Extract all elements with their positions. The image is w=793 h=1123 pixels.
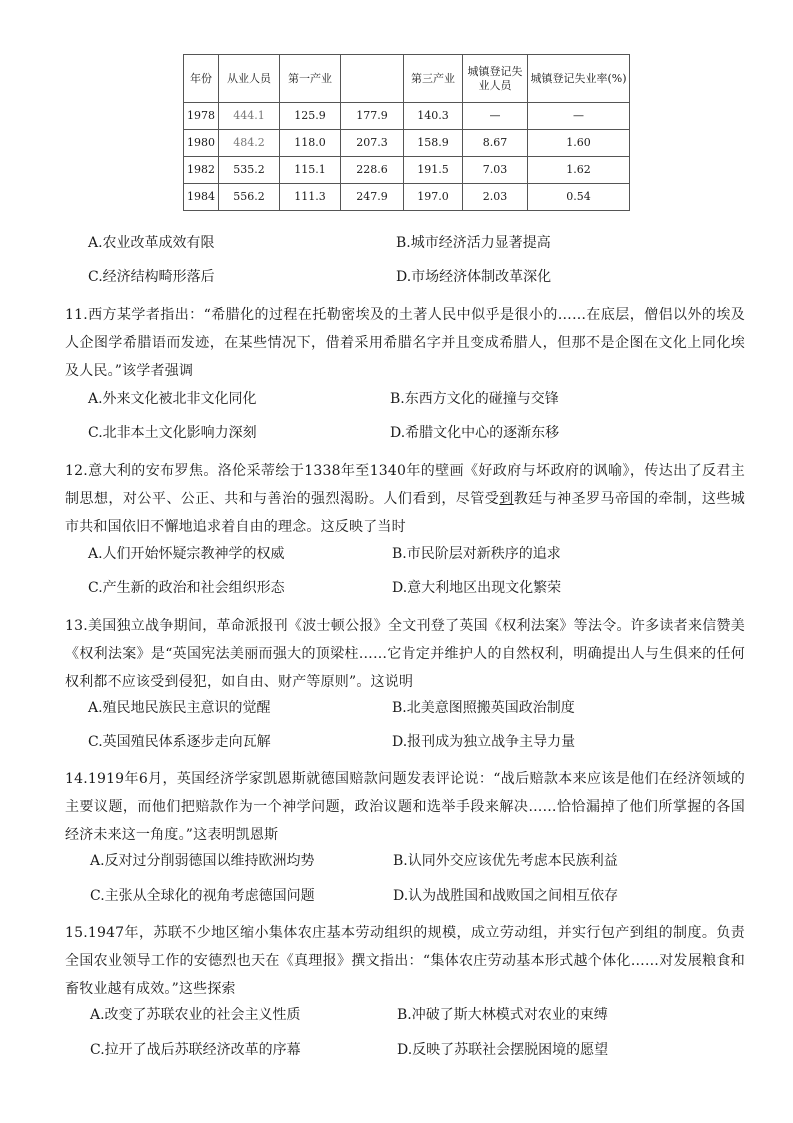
- table-cell: 115.1: [280, 157, 341, 184]
- table-cell: 444.1: [219, 103, 280, 130]
- q11-stem: 11.西方某学者指出：“希腊化的过程在托勒密埃及的土著人民中似乎是很小的……在底层，僧侣以外的埃及人企图学希腊语而发迹，在某些情况下，借着采用希腊名字并且变成希腊人，但那不是企图在文化上同化埃及人民。”该学者强调: [65, 307, 745, 379]
- table-cell: 118.0: [280, 130, 341, 157]
- q12-option-b: B.市民阶层对新秩序的追求: [392, 546, 561, 562]
- table-cell: 228.6: [341, 157, 404, 184]
- table-row: [184, 157, 630, 184]
- q11-option-d: D.希腊文化中心的逐渐东移: [390, 425, 560, 441]
- q14-option-c: C.主张从全球化的视角考虑德国问题: [90, 888, 315, 904]
- q15-option-a: A.改变了苏联农业的社会主义性质: [90, 1007, 301, 1023]
- q10-option-d: D.市场经济体制改革深化: [396, 269, 552, 285]
- q14-option-a: A.反对过分削弱德国以维持欧洲均势: [90, 853, 315, 869]
- q12-option-a: A.人们开始怀疑宗教神学的权威: [88, 546, 285, 562]
- table-cell: 1.60: [528, 130, 630, 157]
- q10-option-a: A.农业改革成效有限: [88, 235, 215, 251]
- table-cell: 1982: [184, 157, 219, 184]
- table-row: [184, 103, 630, 130]
- header-unemployed: 城镇登记失业人员: [463, 55, 528, 103]
- q11-option-c: C.北非本土文化影响力深刻: [88, 425, 257, 441]
- table-cell: 7.03: [463, 157, 528, 184]
- table-header-row: [184, 55, 630, 103]
- header-tertiary: 第三产业: [404, 55, 463, 103]
- header-unemployment-rate: 城镇登记失业率(%): [528, 55, 630, 103]
- table-cell: 1980: [184, 130, 219, 157]
- q12-stem-text: 12.意大利的安布罗焦。洛伦采蒂绘于1338年至1340年的壁画《好政府与坏政府的讽喻》，传达出了反君主制思想，对公平、公正、共和与善治的强烈渴盼。人们看到，尽管受: [65, 463, 745, 507]
- table-row: [184, 130, 630, 157]
- table-cell: 2.03: [463, 184, 528, 211]
- q12-option-c: C.产生新的政治和社会组织形态: [88, 580, 285, 596]
- q11-option-b: B.东西方文化的碰撞与交锋: [390, 391, 559, 407]
- q11-option-a: A.外来文化被北非文化同化: [88, 391, 257, 407]
- q10-option-c: C.经济结构畸形落后: [88, 269, 215, 285]
- q15-option-d: D.反映了苏联社会摆脱困境的愿望: [397, 1042, 609, 1058]
- q12-stem-underlined: 到: [499, 491, 514, 507]
- q10-option-b: B.城市经济活力显著提高: [396, 235, 551, 251]
- q15-option-b: B.冲破了斯大林模式对农业的束缚: [397, 1007, 608, 1023]
- header-year: 年份: [184, 55, 219, 103]
- table-cell: 1984: [184, 184, 219, 211]
- q15-stem: 15.1947年，苏联不少地区缩小集体农庄基本劳动组织的规模，成立劳动组，并实行包产到组的制度。负责全国农业领导工作的安德烈也天在《真理报》撰文指出：“集体农庄劳动基本形式越个体化……对发展粮食和畜牧业越有成效。”这些探索: [65, 925, 745, 997]
- table-cell: 8.67: [463, 130, 528, 157]
- table-cell: 0.54: [528, 184, 630, 211]
- table-cell: 1978: [184, 103, 219, 130]
- q12-stem-text-2: 教廷与神圣罗马帝国的牵制，这些城市共和国依旧不懈地追求着自由的理念。这反映了当时: [65, 491, 746, 535]
- q14-option-d: D.认为战胜国和战败国之间相互依存: [393, 888, 619, 904]
- header-blank: [341, 55, 404, 103]
- table-cell: —: [528, 103, 630, 130]
- table-cell: 247.9: [341, 184, 404, 211]
- header-primary: 第一产业: [280, 55, 341, 103]
- table-cell: 484.2: [219, 130, 280, 157]
- table-cell: 1.62: [528, 157, 630, 184]
- table-cell: 197.0: [404, 184, 463, 211]
- employment-table: [183, 54, 630, 211]
- q12-stem: [65, 457, 745, 541]
- q13-option-b: B.北美意图照搬英国政治制度: [392, 700, 575, 716]
- q14-stem: 14.1919年6月，英国经济学家凯恩斯就德国赔款问题发表评论说：“战后赔款本来应该是他们在经济领域的主要议题，而他们把赔款作为一个神学问题，政治议题和选举手段来解决……恰恰漏掉了他们所掌握的各国经济未来这一角度。”这表明凯恩斯: [65, 771, 745, 843]
- header-employed: 从业人员: [219, 55, 280, 103]
- q13-option-d: D.报刊成为独立战争主导力量: [392, 734, 576, 750]
- table-cell: 535.2: [219, 157, 280, 184]
- table-cell: 191.5: [404, 157, 463, 184]
- table-cell: 140.3: [404, 103, 463, 130]
- q13-stem: 13.美国独立战争期间，革命派报刊《波士顿公报》全文刊登了英国《权利法案》等法令。许多读者来信赞美《权利法案》是“英国宪法美丽而强大的顶梁柱……它肯定并维护人的自然权利，明确提出人与生俱来的任何权利都不应该受到侵犯，如自由、财产等原则”。这说明: [65, 618, 745, 690]
- table-cell: 125.9: [280, 103, 341, 130]
- table-row: [184, 184, 630, 211]
- table-cell: 556.2: [219, 184, 280, 211]
- table-cell: —: [463, 103, 528, 130]
- q15-option-c: C.拉开了战后苏联经济改革的序幕: [90, 1042, 301, 1058]
- q13-option-a: A.殖民地民族民主意识的觉醒: [88, 700, 271, 716]
- table-cell: 177.9: [341, 103, 404, 130]
- table-cell: 111.3: [280, 184, 341, 211]
- table-cell: 158.9: [404, 130, 463, 157]
- table-cell: 207.3: [341, 130, 404, 157]
- q12-option-d: D.意大利地区出现文化繁荣: [392, 580, 562, 596]
- q14-option-b: B.认同外交应该优先考虑本民族利益: [393, 853, 618, 869]
- q13-option-c: C.英国殖民体系逐步走向瓦解: [88, 734, 271, 750]
